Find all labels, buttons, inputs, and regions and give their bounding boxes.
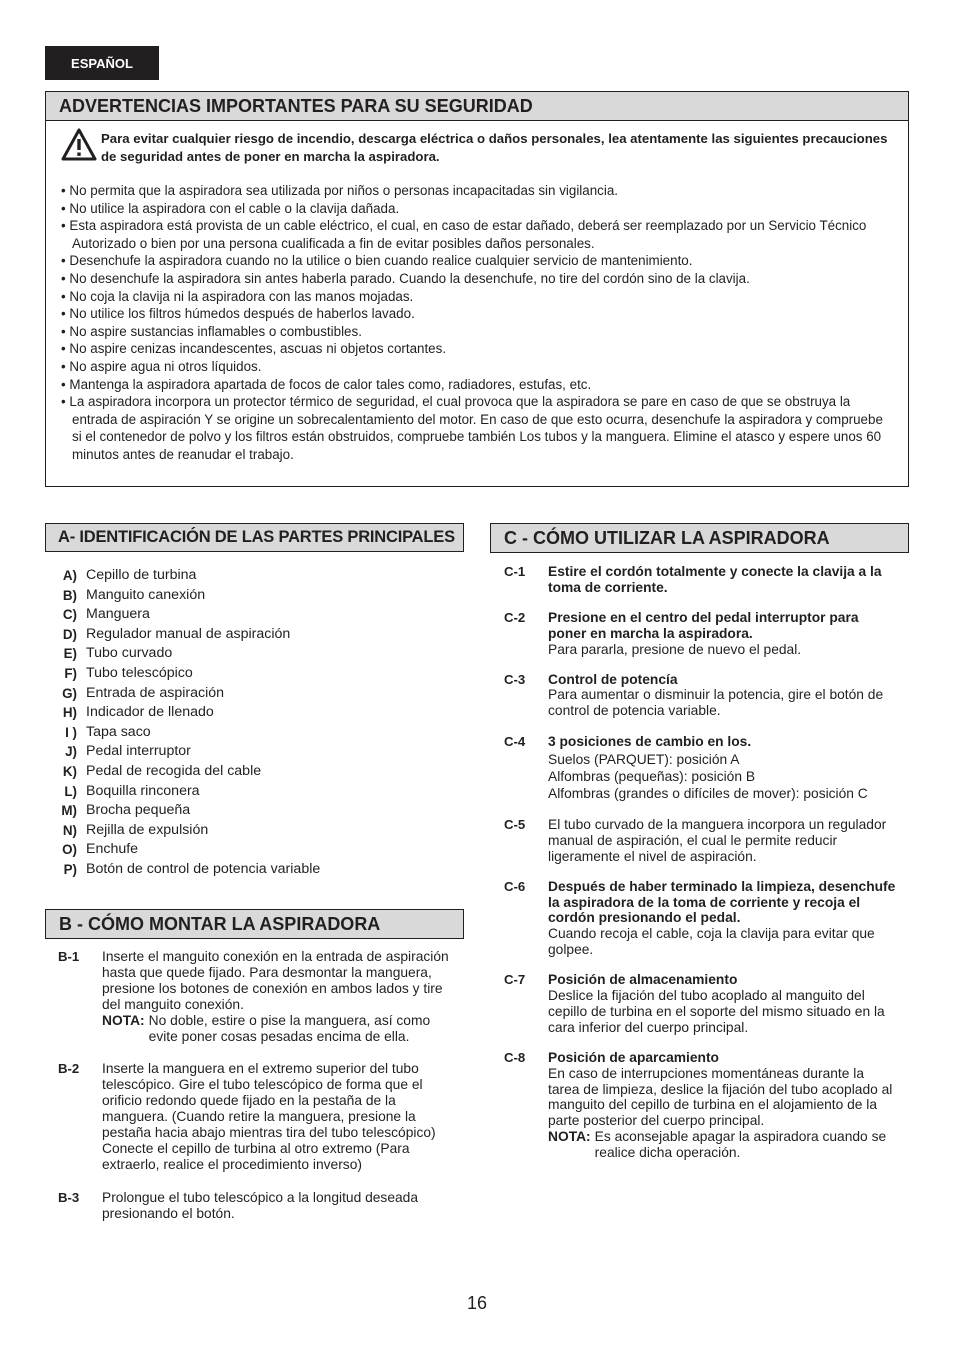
- part-label: Regulador manual de aspiración: [86, 625, 291, 642]
- list-item: [58, 644, 458, 664]
- part-label: Pedal de recogida del cable: [86, 762, 262, 779]
- list-item: • No aspire agua ni otros líquidos.: [61, 358, 262, 374]
- part-key: D): [62, 626, 77, 642]
- list-item: [58, 801, 458, 821]
- list-item: [504, 610, 896, 658]
- step-key: C-4: [504, 734, 526, 750]
- list-item: [58, 1061, 458, 1172]
- section-c-title: C - CÓMO UTILIZAR LA ASPIRADORA: [490, 523, 909, 553]
- list-item: • No permita que la aspiradora sea utilizada por niños o personas incapacitadas sin vigilancia.: [61, 183, 618, 198]
- language-tab: ESPAÑOL: [45, 46, 159, 80]
- list-item: [58, 664, 458, 684]
- part-label: Brocha pequeña: [86, 802, 191, 819]
- step-text: El tubo curvado de la manguera incorpora un regulador manual de aspiración, el cual le permite reducir ligeramente el nivel de aspiración.: [548, 816, 887, 864]
- step-key: C-6: [504, 878, 526, 894]
- section-b-title: B - CÓMO MONTAR LA ASPIRADORA: [45, 909, 464, 939]
- step-line: Alfombras (grandes o difíciles de mover): posición C: [548, 786, 868, 802]
- part-key: P): [63, 861, 77, 877]
- part-key: K): [62, 763, 77, 779]
- list-item: [58, 605, 458, 625]
- part-label: Pedal interruptor: [86, 743, 191, 760]
- part-key: B): [62, 587, 77, 603]
- part-key: L): [64, 783, 77, 799]
- section-a-title: A- IDENTIFICACIÓN DE LAS PARTES PRINCIPALES: [45, 523, 464, 552]
- section-b-steps: [58, 949, 458, 1222]
- step-text: Cuando recoja el cable, coja la clavija para evitar que golpee.: [548, 926, 875, 958]
- part-key: O): [62, 842, 77, 858]
- list-item: • No coja la clavija ni la aspiradora con las manos mojadas.: [61, 288, 414, 304]
- list-item: • No utilice los filtros húmedos después de haberlos lavado.: [61, 306, 415, 322]
- list-item: • Desenchufe la aspiradora cuando no la utilice o bien cuando realice cualquier servicio de mantenimiento.: [61, 253, 693, 269]
- step-key: C-3: [504, 671, 526, 687]
- list-item: • No aspire cenizas incandescentes, ascuas ni objetos cortantes.: [61, 341, 447, 357]
- safety-title: ADVERTENCIAS IMPORTANTES PARA SU SEGURIDAD: [45, 91, 909, 121]
- list-item: • Esta aspiradora está provista de un cable eléctrico, el cual, en caso de estar dañado, deberá ser reemplazado por un Servicio Técnico Autorizado o bien por una persona cualificada a fin de evitar posibles daños personales.: [61, 218, 867, 251]
- step-key: B-1: [58, 949, 80, 964]
- part-key: C): [62, 607, 77, 623]
- part-key: F): [64, 665, 77, 681]
- step-title: Control de potencía: [548, 671, 678, 687]
- list-item: [58, 949, 458, 1044]
- safety-bullet-list: [61, 182, 891, 464]
- part-label: Botón de control de potencia variable: [86, 860, 321, 877]
- part-label: Enchufe: [86, 841, 139, 858]
- note-text: Es aconsejable apagar la aspiradora cuando se realice dicha operación.: [594, 1129, 887, 1161]
- step-key: C-8: [504, 1049, 526, 1065]
- list-item: [504, 672, 896, 720]
- step-key: C-5: [504, 816, 526, 832]
- part-key: M): [61, 803, 77, 819]
- list-item: [504, 972, 896, 1036]
- step-title: Después de haber terminado la limpieza, desenchufe la aspiradora de la toma de corriente y recoja el cordón presionando el pedal.: [548, 878, 896, 926]
- step-key: B-3: [58, 1189, 80, 1205]
- step-title: Posición de aparcamiento: [548, 1049, 719, 1065]
- list-item: [58, 860, 458, 880]
- note-label: NOTA:: [548, 1129, 591, 1145]
- part-key: H): [62, 705, 77, 721]
- step-text: Deslice la fijación del tubo acoplado al manguito del cepillo de turbina en el soporte del mismo situado en la cara inferior del cuerpo principal.: [548, 988, 885, 1035]
- list-item: [58, 625, 458, 645]
- step-text: Prolongue el tubo telescópico a la longitud deseada presionando el botón.: [102, 1189, 419, 1221]
- list-item: [504, 564, 896, 596]
- list-item: [504, 733, 896, 803]
- step-key: C-7: [504, 972, 526, 988]
- list-item: [58, 723, 458, 743]
- list-item: [504, 817, 896, 865]
- list-item: [58, 742, 458, 762]
- warning-icon: [61, 128, 97, 161]
- parts-list: [58, 566, 458, 880]
- step-text: Para pararla, presione de nuevo el pedal.: [548, 641, 802, 657]
- list-item: • No desenchufe la aspiradora sin antes haberla parado. Cuando la desenchufe, no tire del cordón sino de la clavija.: [61, 270, 750, 286]
- step-title: 3 posiciones de cambio en los.: [548, 734, 752, 750]
- safety-warning-text: Para evitar cualquier riesgo de incendio, descarga eléctrica o daños personales, lea atentamente las siguientes precauciones de seguridad antes de poner en marcha la aspiradora.: [101, 131, 888, 164]
- list-item: [58, 586, 458, 606]
- step-title: Posición de almacenamiento: [548, 972, 738, 988]
- part-key: I ): [65, 724, 77, 740]
- step-key: B-2: [58, 1061, 80, 1077]
- step-title: Presione en el centro del pedal interruptor para poner en marcha la aspiradora.: [548, 609, 859, 641]
- page-number: 16: [466, 1293, 488, 1313]
- step-title: Estire el cordón totalmente y conecte la clavija a la toma de corriente.: [548, 564, 882, 595]
- part-label: Rejilla de expulsión: [86, 821, 209, 838]
- step-text: Inserte la manguera en el extremo superior del tubo telescópico. Gire el tubo telescópico de forma que el orificio redondo quede fijado en la pestaña de la manguera. (Cuando retire la manguera, presione la pestaña hacia abajo mientras tira del tubo telescópico): [102, 1061, 436, 1141]
- part-label: Indicador de llenado: [86, 704, 214, 721]
- part-label: Tubo curvado: [86, 645, 173, 662]
- part-key: N): [62, 822, 77, 838]
- list-item: • No utilice la aspiradora con el cable o la clavija dañada.: [61, 200, 400, 216]
- step-text: Inserte el manguito conexión en la entrada de aspiración hasta que quede fijado. Para desmontar la manguera, presione los botones de conexión en ambos lados y tire del manguito conexión.: [102, 949, 449, 1012]
- part-key: G): [62, 685, 77, 701]
- part-key: A): [62, 568, 77, 583]
- part-label: Manguito canexión: [86, 586, 206, 603]
- step-key: C-1: [504, 564, 526, 579]
- list-item: [58, 703, 458, 723]
- step-text: En caso de interrupciones momentáneas durante la tarea de limpieza, deslice la fijación del tubo acoplado al manguito del cepillo de turbina en el alojamiento de la parte posterior del cuerpo principal.: [548, 1065, 893, 1129]
- list-item: [58, 684, 458, 704]
- list-item: [58, 762, 458, 782]
- step-line: Suelos (PARQUET): posición A: [548, 751, 740, 767]
- part-key: E): [63, 646, 77, 662]
- step-line: Alfombras (pequeñas): posición B: [548, 769, 756, 785]
- list-item: [58, 821, 458, 841]
- part-label: Entrada de aspiración: [86, 684, 225, 701]
- list-item: [504, 1050, 896, 1161]
- step-text: Para aumentar o disminuir la potencia, gire el botón de control de potencia variable.: [548, 687, 884, 719]
- step-key: C-2: [504, 609, 526, 625]
- list-item: [58, 840, 458, 860]
- list-item: [58, 1190, 458, 1222]
- part-label: Cepillo de turbina: [86, 567, 197, 583]
- list-item: • No aspire sustancias inflamables o combustibles.: [61, 323, 362, 339]
- list-item: [504, 879, 896, 959]
- list-item: • Mantenga la aspiradora apartada de focos de calor tales como, radiadores, estufas, etc.: [61, 376, 592, 392]
- note-label: NOTA:: [102, 1012, 145, 1028]
- part-label: Tubo telescópico: [86, 664, 193, 681]
- list-item: [58, 782, 458, 802]
- part-label: Tapa saco: [86, 723, 151, 740]
- note-text: No doble, estire o pise la manguera, así como evite poner cosas pesadas encima de ella.: [148, 1012, 431, 1044]
- part-label: Manguera: [86, 606, 150, 623]
- step-text: Conecte el cepillo de turbina al otro extremo (Para extraerlo, realice el procedimiento inverso): [102, 1140, 410, 1172]
- section-c-steps: [504, 564, 896, 1161]
- list-item: [58, 566, 458, 586]
- part-key: J): [65, 744, 77, 760]
- part-label: Boquilla rinconera: [86, 782, 200, 799]
- list-item: • La aspiradora incorpora un protector térmico de seguridad, el cual provoca que la aspiradora se pare en caso de que se obstruya la entrada de aspiración Y se origine un sobrecalentamiento del motor. En caso de que esto ocurra, desenchufe la aspiradora y compruebe si el contenedor de polvo y los filtros están obstruidos, compruebe también Los tubos y la manguera. Elimine el atasco y espere unos 60 minutos antes de reanudar el trabajo.: [61, 394, 883, 462]
